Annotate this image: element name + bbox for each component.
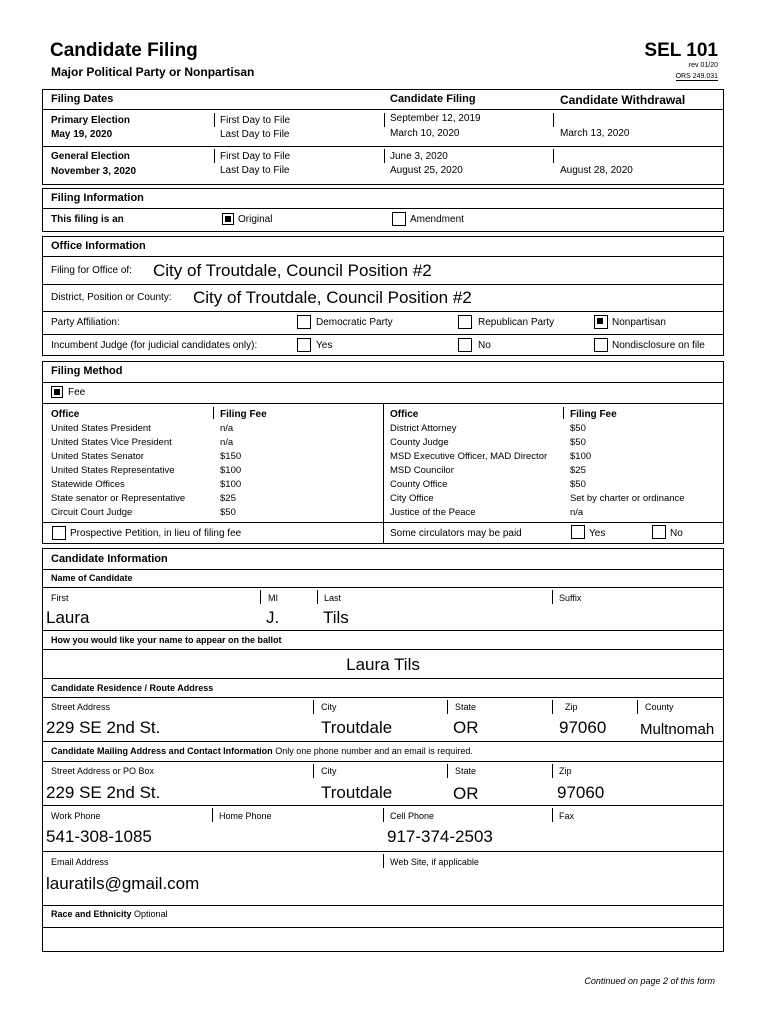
fee-amount: $25 [220, 493, 236, 504]
first-name-value[interactable]: Laura [46, 608, 90, 627]
col-office-left: Office [51, 409, 80, 420]
general-last-day-label: Last Day to File [220, 165, 290, 176]
fee-table-left-offices [51, 408, 185, 520]
mailing-heading-row [51, 746, 473, 756]
last-name-label: Last [324, 593, 342, 603]
mail-zip-label: Zip [559, 766, 572, 776]
mailing-note: Only one phone number and an email is required. [275, 746, 473, 756]
fee-table-left-fees [220, 408, 267, 520]
fee-office: Circuit Court Judge [51, 507, 133, 518]
fee-amount: $50 [570, 479, 586, 490]
fee-office: State senator or Representative [51, 493, 186, 504]
cell-phone-label: Cell Phone [390, 811, 435, 821]
fee-office: City Office [390, 493, 434, 504]
candidate-information-heading: Candidate Information [51, 553, 168, 565]
fax-label: Fax [559, 811, 575, 821]
fee-office: Justice of the Peace [390, 507, 476, 518]
circulators-no-label: No [670, 528, 683, 539]
mail-street-value[interactable]: 229 SE 2nd St. [46, 783, 161, 802]
primary-first-day-label: First Day to File [220, 115, 291, 126]
democratic-checkbox[interactable] [297, 315, 311, 329]
fee-table-right-offices [390, 408, 547, 520]
fee-amount: n/a [570, 507, 584, 518]
name-of-candidate-heading: Name of Candidate [51, 573, 133, 583]
fee-amount: $150 [220, 451, 242, 462]
race-heading: Race and Ethnicity [51, 909, 132, 919]
fee-label: Fee [68, 387, 86, 398]
suffix-label: Suffix [559, 593, 582, 603]
filing-information-heading: Filing Information [51, 192, 144, 204]
fee-office: United States Senator [51, 451, 144, 462]
office-value[interactable]: City of Troutdale, Council Position #2 [153, 261, 432, 280]
filing-dates-heading: Filing Dates [51, 93, 114, 105]
filing-information-section [42, 188, 724, 232]
mailing-heading: Candidate Mailing Address and Contact Information [51, 746, 273, 756]
form-statute: ORS 249.031 [675, 73, 718, 80]
res-state-label: State [455, 702, 477, 712]
res-county-label: County [645, 702, 674, 712]
fee-amount: Set by charter or ordinance [570, 493, 685, 504]
original-label: Original [238, 214, 273, 225]
fee-office: MSD Executive Officer, MAD Director [390, 451, 548, 462]
col-candidate-filing: Candidate Filing [390, 93, 476, 105]
general-election-date: November 3, 2020 [51, 166, 137, 177]
office-information-heading: Office Information [51, 240, 146, 252]
original-checkbox[interactable] [222, 213, 234, 225]
amendment-label: Amendment [410, 214, 464, 225]
primary-election-label: Primary Election [51, 115, 130, 126]
democratic-label: Democratic Party [316, 317, 393, 328]
race-heading-row [51, 909, 168, 919]
res-street-label: Street Address [51, 702, 111, 712]
party-affiliation-label: Party Affiliation: [51, 317, 120, 328]
judge-yes-label: Yes [316, 340, 333, 351]
republican-checkbox[interactable] [458, 315, 472, 329]
district-value[interactable]: City of Troutdale, Council Position #2 [193, 288, 472, 307]
form-title: Candidate Filing [50, 40, 198, 61]
fee-amount: n/a [220, 423, 234, 434]
mail-street-label: Street Address or PO Box [51, 766, 155, 776]
office-label: Filing for Office of: [51, 265, 132, 276]
form-id: SEL 101 [644, 40, 718, 61]
incumbent-judge-label: Incumbent Judge (for judicial candidates only): [51, 340, 258, 351]
circulators-no-checkbox[interactable] [652, 525, 666, 539]
general-election-label: General Election [51, 151, 130, 162]
fee-office: United States President [51, 423, 151, 434]
mail-state-label: State [455, 766, 477, 776]
fee-amount: $100 [220, 465, 242, 476]
judge-yes-checkbox[interactable] [297, 338, 311, 352]
primary-first-day-date: September 12, 2019 [390, 113, 481, 124]
fee-office: County Office [390, 479, 448, 490]
email-label: Email Address [51, 857, 109, 867]
col-fee-right: Filing Fee [570, 409, 617, 420]
res-zip-value[interactable]: 97060 [559, 718, 607, 737]
res-county-value[interactable]: Multnomah [640, 721, 715, 738]
website-label: Web Site, if applicable [390, 857, 479, 867]
ballot-name-value[interactable]: Laura Tils [346, 655, 420, 674]
fee-amount: $50 [220, 507, 236, 518]
primary-withdrawal-date: March 13, 2020 [560, 128, 630, 139]
amendment-checkbox[interactable] [392, 212, 406, 226]
res-street-value[interactable]: 229 SE 2nd St. [46, 718, 161, 737]
form-subtitle: Major Political Party or Nonpartisan [51, 65, 255, 79]
fee-office: MSD Councilor [390, 465, 454, 476]
primary-election-date: May 19, 2020 [51, 129, 113, 140]
fee-amount: $25 [570, 465, 586, 476]
mail-city-label: City [321, 766, 337, 776]
work-phone-value[interactable]: 541-308-1085 [46, 827, 152, 846]
general-withdrawal-date: August 28, 2020 [560, 165, 633, 176]
work-phone-label: Work Phone [51, 811, 101, 821]
judge-nondisclosure-checkbox[interactable] [594, 338, 608, 352]
petition-checkbox[interactable] [52, 526, 66, 540]
res-city-label: City [321, 702, 337, 712]
fee-amount: $50 [570, 423, 586, 434]
res-state-value[interactable]: OR [453, 718, 479, 737]
form-revision: rev 01/20 [688, 62, 718, 69]
fee-amount: $50 [570, 437, 586, 448]
ballot-name-label: How you would like your name to appear on the ballot [51, 635, 282, 645]
home-phone-label: Home Phone [219, 811, 272, 821]
primary-last-day-date: March 10, 2020 [390, 128, 460, 139]
nonpartisan-label: Nonpartisan [612, 317, 666, 328]
fee-office: United States Vice President [51, 437, 172, 448]
race-ethnicity-field[interactable] [43, 928, 723, 951]
col-candidate-withdrawal: Candidate Withdrawal [560, 93, 686, 107]
judge-nondisclosure-label: Nondisclosure on file [612, 340, 705, 351]
res-city-value[interactable]: Troutdale [321, 718, 393, 737]
fee-office: County Judge [390, 437, 449, 448]
fee-office: District Attorney [390, 423, 457, 434]
middle-initial-label: MI [268, 593, 278, 603]
primary-last-day-label: Last Day to File [220, 129, 290, 140]
circulators-yes-label: Yes [589, 528, 606, 539]
filing-type-label: This filing is an [51, 214, 124, 225]
fee-office: United States Representative [51, 465, 175, 476]
judge-no-label: No [478, 340, 491, 351]
general-first-day-date: June 3, 2020 [390, 151, 448, 162]
col-fee-left: Filing Fee [220, 409, 267, 420]
mail-state-value[interactable]: OR [453, 784, 479, 803]
fee-table-right-fees [570, 408, 685, 520]
fee-office: Statewide Offices [51, 479, 125, 490]
race-optional: Optional [134, 909, 168, 919]
general-first-day-label: First Day to File [220, 151, 291, 162]
judge-no-checkbox[interactable] [458, 338, 472, 352]
email-value[interactable]: lauratils@gmail.com [46, 874, 200, 893]
continued-note: Continued on page 2 of this form [584, 976, 715, 986]
cell-phone-value[interactable]: 917-374-2503 [387, 827, 493, 846]
petition-label: Prospective Petition, in lieu of filing fee [70, 528, 242, 539]
col-office-right: Office [390, 409, 419, 420]
circulators-label: Some circulators may be paid [390, 528, 522, 539]
res-zip-label: Zip [565, 702, 578, 712]
district-label: District, Position or County: [51, 292, 172, 303]
circulators-yes-checkbox[interactable] [571, 525, 585, 539]
first-name-label: First [51, 593, 69, 603]
fee-amount: n/a [220, 437, 234, 448]
residence-heading: Candidate Residence / Route Address [51, 683, 214, 693]
republican-label: Republican Party [478, 317, 555, 328]
fee-checkbox[interactable] [51, 386, 63, 398]
fee-amount: $100 [220, 479, 242, 490]
nonpartisan-checkbox[interactable] [594, 315, 608, 329]
filing-method-heading: Filing Method [51, 365, 123, 377]
middle-initial-value[interactable]: J. [266, 608, 280, 627]
general-last-day-date: August 25, 2020 [390, 165, 463, 176]
fee-amount: $100 [570, 451, 592, 462]
last-name-value[interactable]: Tils [323, 608, 349, 627]
mail-city-value[interactable]: Troutdale [321, 783, 393, 802]
mail-zip-value[interactable]: 97060 [557, 783, 605, 802]
